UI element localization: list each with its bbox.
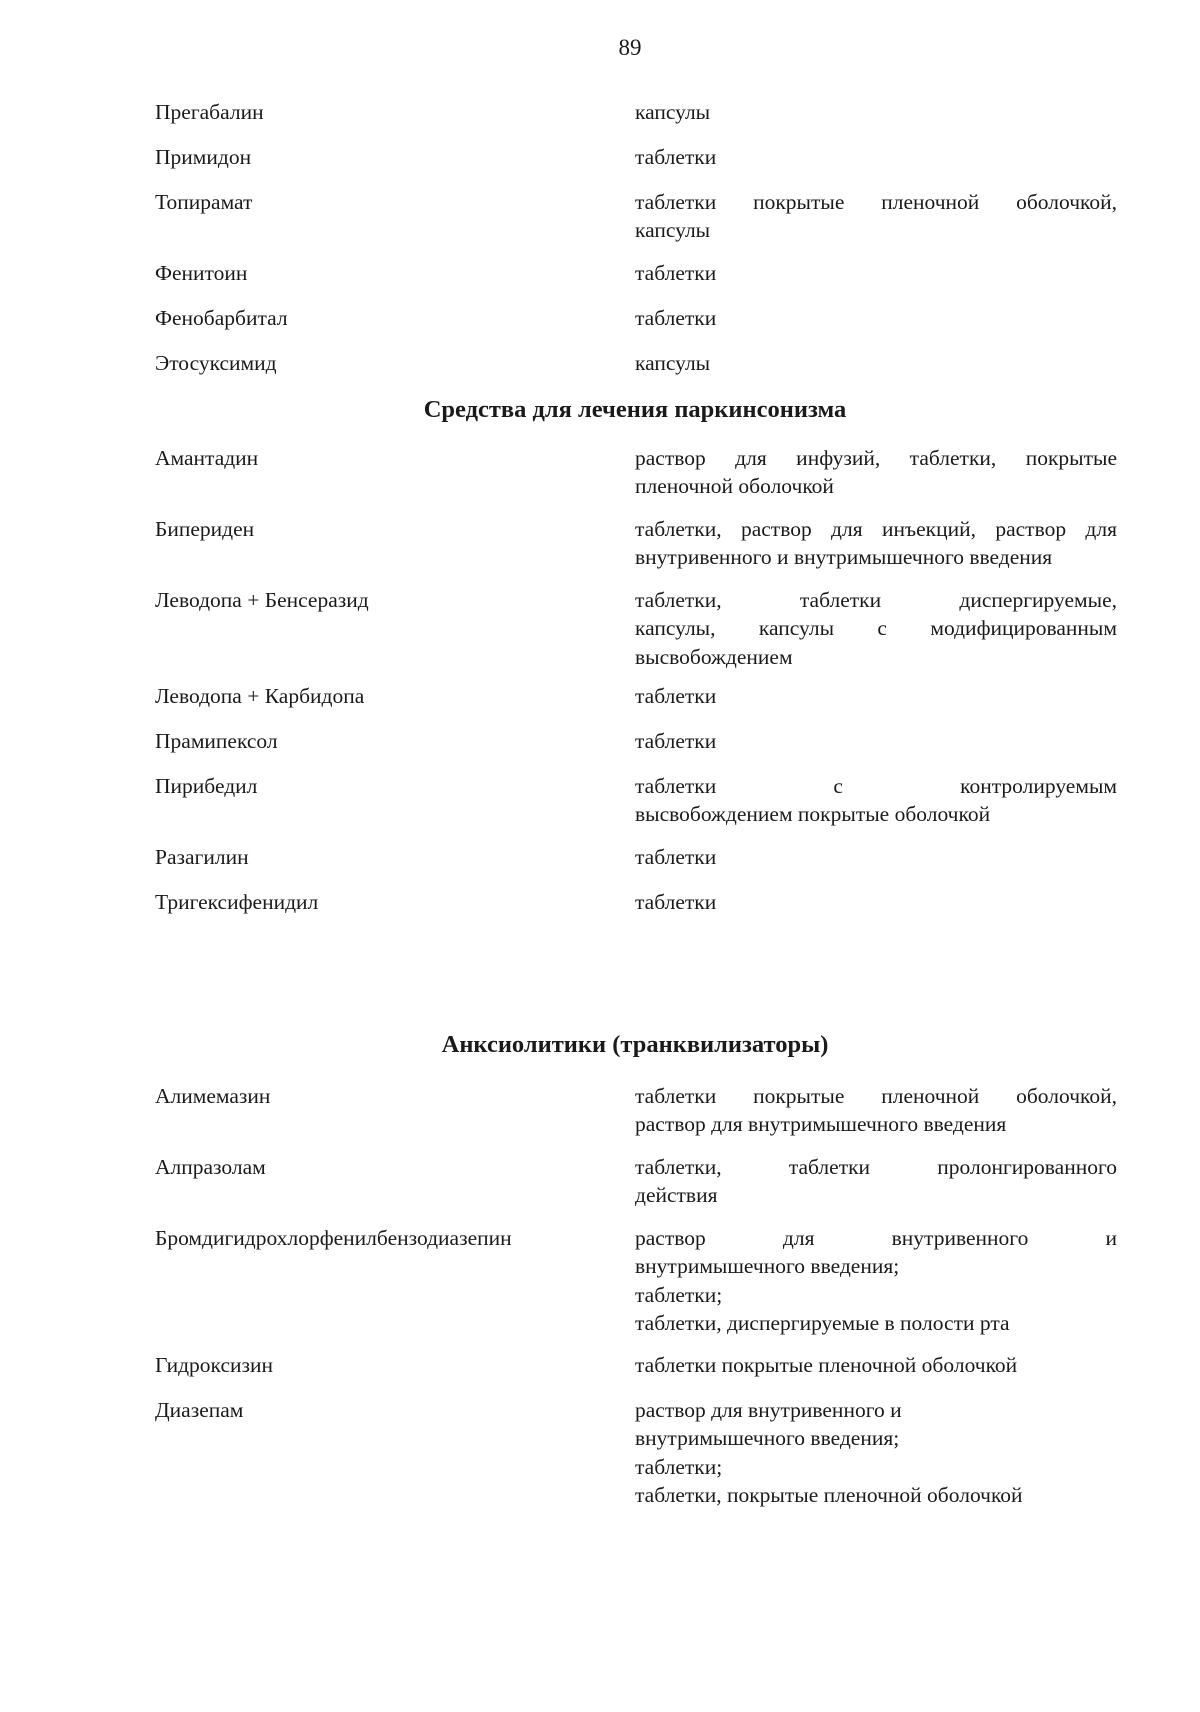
drug-row xyxy=(155,888,1115,933)
drug-row xyxy=(155,188,1115,259)
dosage-form-line: таблетки; xyxy=(635,1282,723,1307)
dosage-forms xyxy=(635,888,1117,933)
drug-row xyxy=(155,515,1115,586)
drug-row xyxy=(155,1396,1115,1516)
drug-row xyxy=(155,444,1115,515)
dosage-form-line: таблетки, диспергируемые в полости рта xyxy=(635,1310,1010,1335)
drug-name: Диазепам xyxy=(155,1398,244,1422)
drug-name: Бипериден xyxy=(155,517,255,541)
drug-name: Пирибедил xyxy=(155,774,258,798)
dosage-form-line: таблетки xyxy=(635,306,717,330)
dosage-forms xyxy=(635,444,1117,515)
dosage-forms xyxy=(635,1396,1117,1516)
dosage-form-line: таблетки, таблетки пролонгированного xyxy=(635,1155,1117,1179)
dosage-forms xyxy=(635,772,1117,843)
section-heading-anxiolytics: Анксиолитики (транквилизаторы) xyxy=(441,1031,829,1058)
dosage-form-line: таблетки покрытые пленочной оболочкой xyxy=(635,1353,1018,1377)
drug-row xyxy=(155,727,1115,772)
drug-name: Леводопа + Карбидопа xyxy=(155,684,365,708)
drug-list-parkinsonism xyxy=(155,444,1115,933)
dosage-form-line: таблетки покрытые пленочной оболочкой, xyxy=(635,1084,1117,1108)
drug-row xyxy=(155,1351,1115,1396)
drug-name: Этосуксимид xyxy=(155,351,277,375)
drug-row xyxy=(155,98,1115,143)
dosage-forms xyxy=(635,843,1117,888)
dosage-form-line: таблетки xyxy=(635,261,717,285)
drug-row xyxy=(155,1153,1115,1224)
drug-name: Гидроксизин xyxy=(155,1353,274,1377)
dosage-form-line: действия xyxy=(635,1183,718,1208)
dosage-form-line: пленочной оболочкой xyxy=(635,474,834,499)
dosage-form-line: таблетки xyxy=(635,890,717,914)
dosage-form-line: высвобождением xyxy=(635,644,793,669)
dosage-forms xyxy=(635,188,1117,259)
drug-name: Примидон xyxy=(155,145,252,169)
drug-row xyxy=(155,772,1115,843)
drug-name: Разагилин xyxy=(155,845,249,869)
dosage-form-line: раствор для внутримышечного введения xyxy=(635,1112,1007,1137)
page-number: 89 xyxy=(618,35,642,60)
dosage-form-line: таблетки, раствор для инъекций, раствор для xyxy=(635,517,1117,541)
dosage-form-line: капсулы xyxy=(635,218,711,243)
drug-name: Амантадин xyxy=(155,446,259,470)
drug-row xyxy=(155,349,1115,394)
drug-row xyxy=(155,586,1115,682)
dosage-form-line: раствор для внутривенного и xyxy=(635,1398,902,1422)
dosage-form-line: раствор для инфузий, таблетки, покрытые xyxy=(635,446,1117,470)
drug-name: Алимемазин xyxy=(155,1084,271,1108)
dosage-form-line: капсулы xyxy=(635,351,711,375)
drug-row xyxy=(155,304,1115,349)
dosage-form-line: раствор для внутривенного и xyxy=(635,1226,1117,1250)
drug-name: Прегабалин xyxy=(155,100,264,124)
dosage-forms xyxy=(635,1082,1117,1153)
drug-list-anticonvulsants xyxy=(155,98,1115,394)
dosage-forms xyxy=(635,349,1117,394)
dosage-forms xyxy=(635,304,1117,349)
dosage-form-line: внутримышечного введения; xyxy=(635,1254,900,1279)
drug-row xyxy=(155,259,1115,304)
section-heading-parkinsonism: Средства для лечения паркинсонизма xyxy=(423,396,847,423)
dosage-form-line: высвобождением покрытые оболочкой xyxy=(635,802,991,827)
dosage-forms xyxy=(635,1351,1117,1396)
dosage-forms xyxy=(635,515,1117,586)
drug-name: Прамипексол xyxy=(155,729,278,753)
dosage-form-line: капсулы, капсулы с модифицированным xyxy=(635,616,1117,641)
dosage-forms xyxy=(635,727,1117,772)
dosage-forms xyxy=(635,682,1117,727)
drug-list-anxiolytics xyxy=(155,1082,1115,1516)
drug-row xyxy=(155,143,1115,188)
drug-name: Алпразолам xyxy=(155,1155,266,1179)
dosage-form-line: таблетки, покрытые пленочной оболочкой xyxy=(635,1482,1023,1507)
dosage-forms xyxy=(635,259,1117,304)
dosage-form-line: внутривенного и внутримышечного введения xyxy=(635,545,1053,570)
drug-name: Фенитоин xyxy=(155,261,248,285)
dosage-forms xyxy=(635,1153,1117,1224)
dosage-form-line: внутримышечного введения; xyxy=(635,1426,900,1451)
dosage-forms xyxy=(635,1224,1117,1351)
drug-name: Тригексифенидил xyxy=(155,890,319,914)
drug-row xyxy=(155,682,1115,727)
drug-name: Фенобарбитал xyxy=(155,306,288,330)
dosage-form-line: таблетки xyxy=(635,729,717,753)
drug-name: Леводопа + Бенсеразид xyxy=(155,588,369,612)
dosage-form-line: таблетки xyxy=(635,845,717,869)
drug-row xyxy=(155,1224,1115,1351)
dosage-form-line: таблетки xyxy=(635,684,717,708)
dosage-forms xyxy=(635,143,1117,188)
drug-name: Топирамат xyxy=(155,190,253,214)
drug-row xyxy=(155,843,1115,888)
dosage-form-line: таблетки; xyxy=(635,1454,723,1479)
drug-name: Бромдигидрохлорфенилбензодиазепин xyxy=(155,1226,512,1250)
dosage-forms xyxy=(635,586,1117,682)
dosage-form-line: таблетки xyxy=(635,145,717,169)
dosage-form-line: капсулы xyxy=(635,100,711,124)
dosage-forms xyxy=(635,98,1117,143)
dosage-form-line: таблетки покрытые пленочной оболочкой, xyxy=(635,190,1117,214)
dosage-form-line: таблетки с контролируемым xyxy=(635,774,1117,798)
drug-row xyxy=(155,1082,1115,1153)
dosage-form-line: таблетки, таблетки диспергируемые, xyxy=(635,588,1117,612)
